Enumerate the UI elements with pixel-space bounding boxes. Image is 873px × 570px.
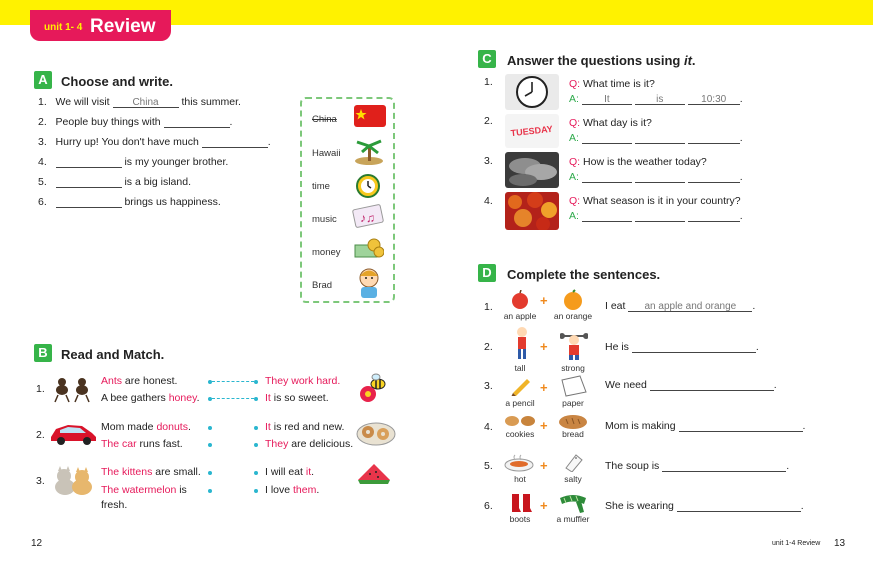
- word-label: an apple: [503, 311, 537, 321]
- word-label: hot: [514, 474, 526, 484]
- kittens-icon: [50, 465, 96, 497]
- question-3: Q: How is the weather today?: [569, 156, 707, 168]
- answer-blank[interactable]: [635, 172, 685, 183]
- answer-row-3: A: .: [569, 171, 743, 183]
- answer-blank[interactable]: [632, 342, 756, 353]
- muffler-icon: [558, 492, 588, 514]
- question-1: Q: What time is it?: [569, 78, 655, 90]
- boy-brad-icon: [356, 267, 382, 299]
- word-label: a muffler: [556, 514, 590, 524]
- match-left-2a[interactable]: Mom made donuts.: [101, 421, 191, 433]
- list-item: 2. People buy things with .: [38, 116, 233, 128]
- match-line: [212, 381, 254, 382]
- answer-blank[interactable]: [688, 211, 740, 222]
- match-dot[interactable]: [254, 426, 258, 430]
- item-number: 2.: [484, 115, 493, 127]
- answer-row-4: A: .: [569, 210, 743, 222]
- clock-icon: [505, 74, 559, 110]
- plus-sign: +: [540, 339, 548, 354]
- match-dot[interactable]: [254, 471, 258, 475]
- answer-blank[interactable]: [582, 133, 632, 144]
- sentence-2: He is .: [605, 341, 759, 353]
- plus-sign: +: [540, 380, 548, 395]
- cookies-icon: [504, 414, 536, 428]
- section-a-badge: A: [34, 71, 52, 89]
- item-number: 2.: [484, 341, 493, 353]
- match-left-3b[interactable]: The watermelon is: [101, 484, 187, 496]
- item-number: 1.: [484, 301, 493, 313]
- section-b-badge: B: [34, 344, 52, 362]
- match-left-2b[interactable]: The car runs fast.: [101, 438, 183, 450]
- match-left-3a[interactable]: The kittens are small.: [101, 466, 201, 478]
- answer-blank[interactable]: [56, 197, 122, 208]
- answer-blank[interactable]: [582, 211, 632, 222]
- watermelon-icon: [356, 462, 392, 492]
- match-dot[interactable]: [208, 443, 212, 447]
- match-dot[interactable]: [254, 443, 258, 447]
- bee-flower-icon: [356, 372, 390, 404]
- word-label: an orange: [553, 311, 593, 321]
- answer-blank[interactable]: [56, 157, 122, 168]
- question-4: Q: What season is it in your country?: [569, 195, 741, 207]
- pencil-icon: [510, 376, 532, 396]
- answer-blank[interactable]: [56, 177, 122, 188]
- money-icon: [354, 237, 384, 261]
- section-a-list: [38, 96, 271, 216]
- match-left-3b-cont: fresh.: [101, 499, 128, 511]
- word-label: cookies: [505, 429, 535, 439]
- section-b-title: Read and Match.: [61, 347, 165, 362]
- list-item: 1. We will visit China this summer.: [38, 96, 241, 108]
- unit-tab: [30, 10, 171, 41]
- answer-blank[interactable]: [688, 133, 740, 144]
- answer-blank[interactable]: 10:30: [688, 94, 740, 105]
- match-dot[interactable]: [254, 397, 258, 401]
- match-right-2b[interactable]: They are delicious.: [265, 438, 354, 450]
- page-number-right: 13: [834, 538, 846, 549]
- match-right-1b[interactable]: It is so sweet.: [265, 392, 329, 404]
- apple-icon: [510, 290, 530, 310]
- music-notes-icon: [352, 203, 386, 229]
- sentence-6: She is wearing .: [605, 500, 804, 512]
- answer-blank[interactable]: [688, 172, 740, 183]
- word-time: time: [312, 181, 330, 192]
- answer-blank[interactable]: [679, 421, 803, 432]
- row-number: 3.: [36, 475, 45, 487]
- plus-sign: +: [540, 458, 548, 473]
- plus-sign: +: [540, 293, 548, 308]
- sentence-3: We need .: [605, 379, 777, 391]
- word-hawaii: Hawaii: [312, 148, 341, 159]
- match-left-1b[interactable]: A bee gathers honey.: [101, 392, 200, 404]
- plus-sign: +: [540, 418, 548, 433]
- word-label: paper: [562, 398, 584, 408]
- cloudy-weather-icon: [505, 152, 559, 188]
- match-dot[interactable]: [208, 489, 212, 493]
- paper-icon: [558, 374, 588, 398]
- answer-blank[interactable]: [202, 137, 268, 148]
- section-c-title: Answer the questions using it.: [507, 53, 696, 68]
- tuesday-icon: [505, 114, 559, 148]
- answer-blank[interactable]: [650, 380, 774, 391]
- word-label: salty: [564, 474, 582, 484]
- svg-text:♪♫: ♪♫: [360, 211, 375, 225]
- ants-icon: [50, 374, 96, 404]
- page-number-left: 12: [31, 538, 43, 549]
- section-d-badge: D: [478, 264, 496, 282]
- tuesday-label: TUESDAY: [510, 123, 554, 139]
- item-number: 1.: [484, 76, 493, 88]
- alarm-clock-icon: [354, 171, 382, 199]
- answer-blank[interactable]: [635, 133, 685, 144]
- word-label: tall: [514, 363, 526, 373]
- red-car-icon: [48, 419, 98, 447]
- match-right-2a[interactable]: It is red and new.: [265, 421, 345, 433]
- word-label: boots: [509, 514, 531, 524]
- strong-boy-icon: [560, 328, 588, 360]
- answer-blank[interactable]: an apple and orange: [628, 301, 752, 312]
- match-line: [212, 398, 254, 399]
- match-dot[interactable]: [254, 489, 258, 493]
- sentence-5: The soup is .: [605, 460, 790, 472]
- sentence-1: I eat an apple and orange .: [605, 300, 756, 312]
- list-item: 6. brings us happiness.: [38, 196, 221, 208]
- page-title: Review: [90, 16, 156, 37]
- match-right-1a[interactable]: They work hard.: [265, 375, 341, 387]
- word-label: a pencil: [505, 398, 535, 408]
- tall-boy-icon: [512, 326, 532, 360]
- item-number: 3.: [484, 380, 493, 392]
- palm-tree-icon: [354, 137, 384, 165]
- answer-blank[interactable]: [677, 501, 801, 512]
- section-a-title: Choose and write.: [61, 74, 173, 89]
- answer-blank[interactable]: It: [582, 94, 632, 105]
- row-number: 2.: [36, 429, 45, 441]
- salt-shaker-icon: [562, 452, 584, 472]
- hot-soup-icon: [504, 454, 534, 472]
- row-number: 1.: [36, 383, 45, 395]
- answer-blank[interactable]: [662, 461, 786, 472]
- match-dot[interactable]: [208, 426, 212, 430]
- match-dot[interactable]: [254, 380, 258, 384]
- question-2: Q: What day is it?: [569, 117, 652, 129]
- china-flag-icon: [354, 105, 386, 127]
- match-dot[interactable]: [208, 471, 212, 475]
- answer-blank[interactable]: is: [635, 94, 685, 105]
- match-right-3a[interactable]: I will eat it.: [265, 466, 315, 478]
- word-music: music: [312, 214, 337, 225]
- match-right-3b[interactable]: I love them.: [265, 484, 320, 496]
- list-item: 4. is my younger brother.: [38, 156, 229, 168]
- boots-icon: [510, 492, 534, 514]
- list-item: 3. Hurry up! You don't have much .: [38, 136, 271, 148]
- word-label: bread: [562, 429, 584, 439]
- plus-sign: +: [540, 498, 548, 513]
- word-label: strong: [561, 363, 585, 373]
- section-d-title: Complete the sentences.: [507, 267, 661, 282]
- donuts-icon: [356, 417, 396, 447]
- item-number: 5.: [484, 460, 493, 472]
- answer-row-1: A: It is 10:30 .: [569, 93, 743, 105]
- item-number: 4.: [484, 195, 493, 207]
- unit-label: unit 1- 4: [44, 22, 83, 33]
- item-number: 4.: [484, 421, 493, 433]
- answer-blank[interactable]: [582, 172, 632, 183]
- word-money: money: [312, 247, 341, 258]
- bread-icon: [558, 412, 588, 430]
- item-number: 6.: [484, 500, 493, 512]
- list-item: 5. is a big island.: [38, 176, 191, 188]
- section-c-badge: C: [478, 50, 496, 68]
- answer-blank[interactable]: China: [113, 97, 179, 108]
- sentence-4: Mom is making .: [605, 420, 806, 432]
- match-left-1a[interactable]: Ants are honest.: [101, 375, 178, 387]
- footer-unit-label: unit 1-4 Review: [772, 540, 821, 547]
- answer-row-2: A: .: [569, 132, 743, 144]
- word-box: [300, 97, 395, 303]
- item-number: 3.: [484, 155, 493, 167]
- orange-icon: [562, 289, 584, 311]
- answer-blank[interactable]: [635, 211, 685, 222]
- word-brad: Brad: [312, 280, 333, 291]
- answer-blank[interactable]: [164, 117, 230, 128]
- word-china: China: [312, 114, 337, 125]
- autumn-leaves-icon: [505, 192, 559, 230]
